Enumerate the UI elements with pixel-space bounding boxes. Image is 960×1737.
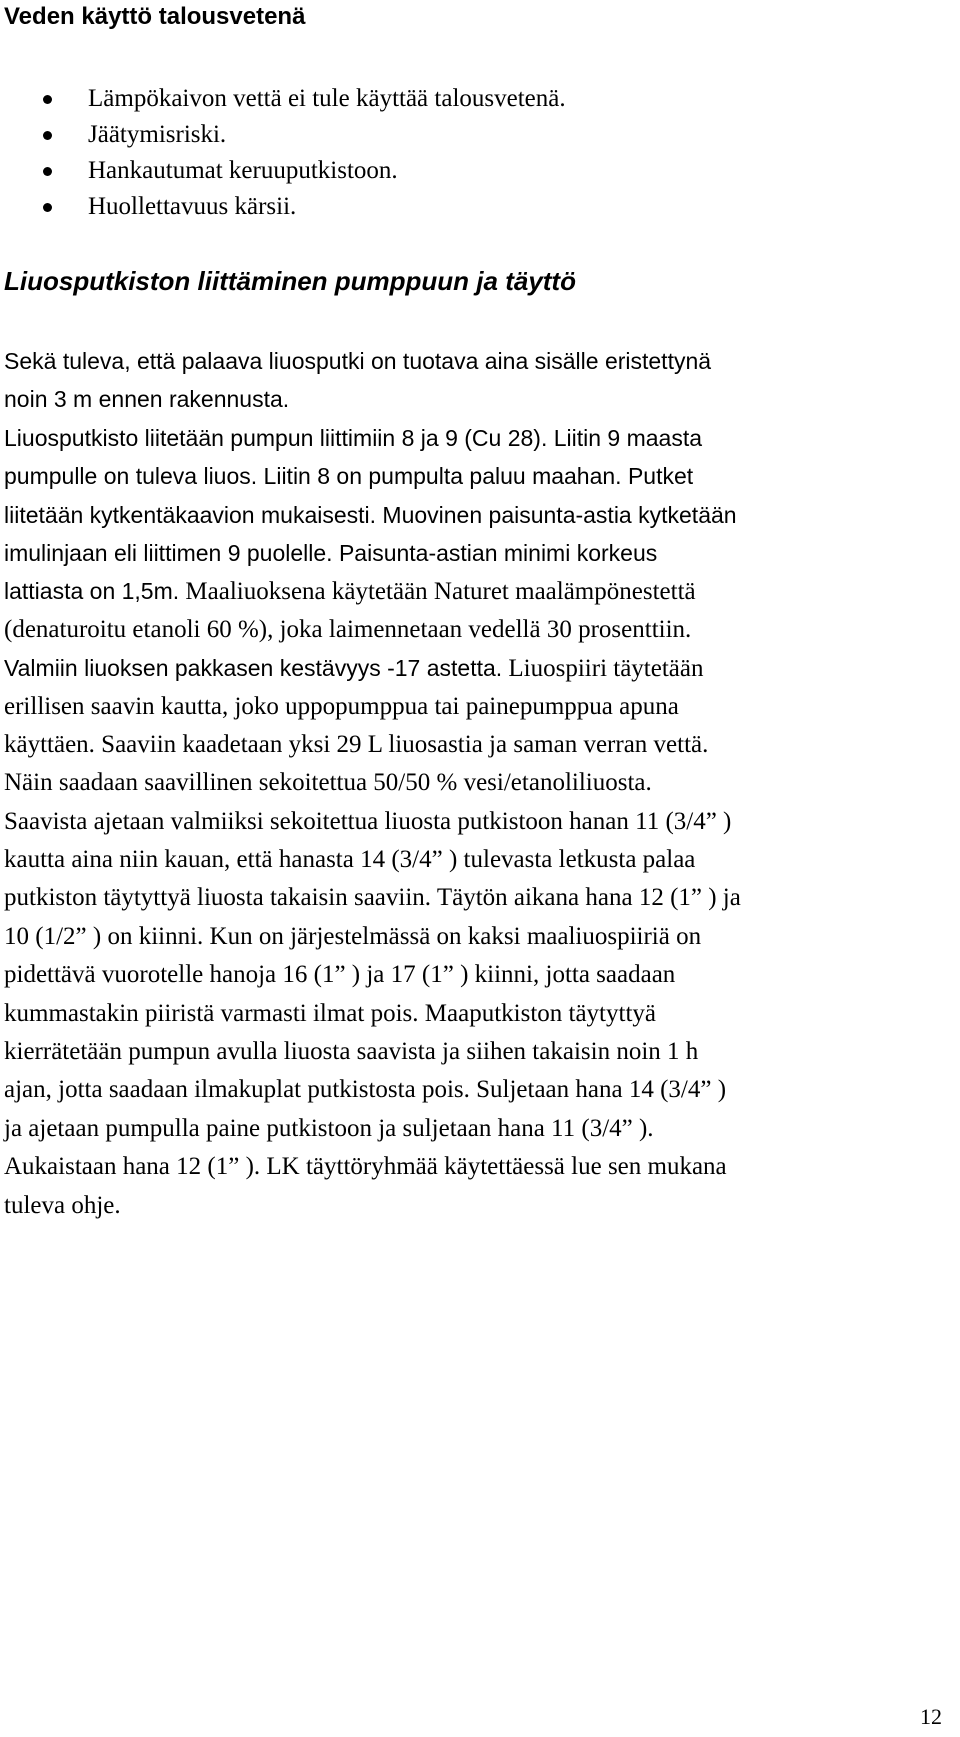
body-paragraph [4, 346, 944, 1229]
text-line-serif: erillisen saavin kautta, joko uppopumppua tai painepumppua apuna [4, 692, 679, 720]
text-line-sans: Liuosputkisto liitetään pumpun liittimiin 8 ja 9 (Cu 28). Liitin 9 maasta [4, 424, 703, 451]
text-line [4, 500, 944, 538]
text-line [4, 615, 944, 653]
text-line-sans: liitetään kytkentäkaavion mukaisesti. Muovinen paisunta-astia kytketään [4, 501, 737, 528]
text-line [4, 461, 944, 499]
bullet-text: Lämpökaivon vettä ei tule käyttää talousvetenä. [88, 85, 566, 112]
text-line-sans: Valmiin liuoksen pakkasen kestävyys -17 astetta. [4, 655, 503, 682]
text-line-serif: ja ajetaan pumpulla paine putkistoon ja suljetaan hana 11 (3/4” ). [4, 1114, 654, 1142]
text-line-serif: kautta aina niin kauan, että hanasta 14 (3/4” ) tulevasta letkusta palaa [4, 846, 696, 874]
text-line-serif: kummastakin piiristä varmasti ilmat pois. Maaputkiston täytyttyä [4, 999, 656, 1027]
text-line-sans: pumpulle on tuleva liuos. Liitin 8 on pumpulta paluu maahan. Putket [4, 463, 694, 490]
bullet-text: Huollettavuus kärsii. [88, 193, 297, 220]
text-line [4, 1075, 944, 1113]
text-line [4, 423, 944, 461]
bullet-icon [43, 95, 52, 104]
text-line [4, 346, 944, 384]
text-line [4, 922, 944, 960]
text-line [4, 883, 944, 921]
text-line-serif: kierrätetään pumpun avulla liuosta saavista ja siihen takaisin noin 1 h [4, 1038, 699, 1066]
text-line [4, 960, 944, 998]
text-line-serif: (denaturoitu etanoli 60 %), joka laimennetaan vedellä 30 prosenttiin. [4, 615, 692, 643]
text-line [4, 1037, 944, 1075]
text-line-serif: putkiston täytyttyä liuosta takaisin saaviin. Täytön aikana hana 12 (1” ) ja [4, 884, 741, 912]
text-line-sans: Sekä tuleva, että palaava liuosputki on tuotava aina sisälle eristettynä [4, 348, 712, 374]
list-item [40, 156, 566, 192]
bullet-list [40, 84, 566, 228]
bullet-text: Jäätymisriski. [88, 121, 227, 148]
text-line-sans: noin 3 m ennen rakennusta. [4, 386, 290, 413]
text-line [4, 653, 944, 691]
text-line [4, 538, 944, 576]
text-line [4, 730, 944, 768]
text-line-serif: käyttäen. Saaviin kaadetaan yksi 29 L liuosastia ja saman verran vettä. [4, 730, 709, 758]
list-item [40, 120, 566, 156]
section-heading-water-use: Veden käyttö talousvetenä [4, 3, 306, 30]
bullet-text: Hankautumat keruuputkistoon. [88, 157, 398, 184]
text-line [4, 576, 944, 614]
text-line-serif: Maaliuoksena käytetään Naturet maalämpönestettä [179, 578, 696, 606]
text-line [4, 845, 944, 883]
text-line-serif: ajan, jotta saadaan ilmakuplat putkistosta pois. Suljetaan hana 14 (3/4” ) [4, 1076, 727, 1104]
text-line [4, 1152, 944, 1190]
text-line-serif: Saavista ajetaan valmiiksi sekoitettua liuosta putkistoon hanan 11 (3/4” ) [4, 807, 732, 835]
text-line-serif: Aukaistaan hana 12 (1” ). LK täyttöryhmää käytettäessä lue sen mukana [4, 1153, 727, 1181]
text-line-serif: Näin saadaan saavillinen sekoitettua 50/50 % vesi/etanoliliuosta. [4, 769, 652, 797]
text-line-sans: imulinjaan eli liittimen 9 puolelle. Paisunta-astian minimi korkeus [4, 539, 658, 566]
text-line-sans: lattiasta on 1,5m. [4, 578, 180, 605]
bullet-icon [43, 131, 52, 140]
page-number: 12 [920, 1704, 942, 1729]
list-item [40, 84, 566, 120]
bullet-icon [43, 203, 52, 212]
list-item [40, 192, 566, 228]
text-line-serif: pidettävä vuorotelle hanoja 16 (1” ) ja 17 (1” ) kiinni, jotta saadaan [4, 961, 676, 989]
bullet-icon [43, 167, 52, 176]
text-line [4, 692, 944, 730]
text-line [4, 1191, 944, 1229]
text-line-serif: 10 (1/2” ) on kiinni. Kun on järjestelmässä on kaksi maaliuospiiriä on [4, 922, 702, 950]
text-line [4, 807, 944, 845]
text-line [4, 999, 944, 1037]
text-line-serif: Liuospiiri täytetään [502, 655, 704, 683]
text-line [4, 384, 944, 422]
text-line-serif: tuleva ohje. [4, 1191, 121, 1219]
text-line [4, 768, 944, 806]
text-line [4, 1114, 944, 1152]
section-heading-piping-connection: Liuosputkiston liittäminen pumppuun ja täyttö [4, 266, 576, 296]
